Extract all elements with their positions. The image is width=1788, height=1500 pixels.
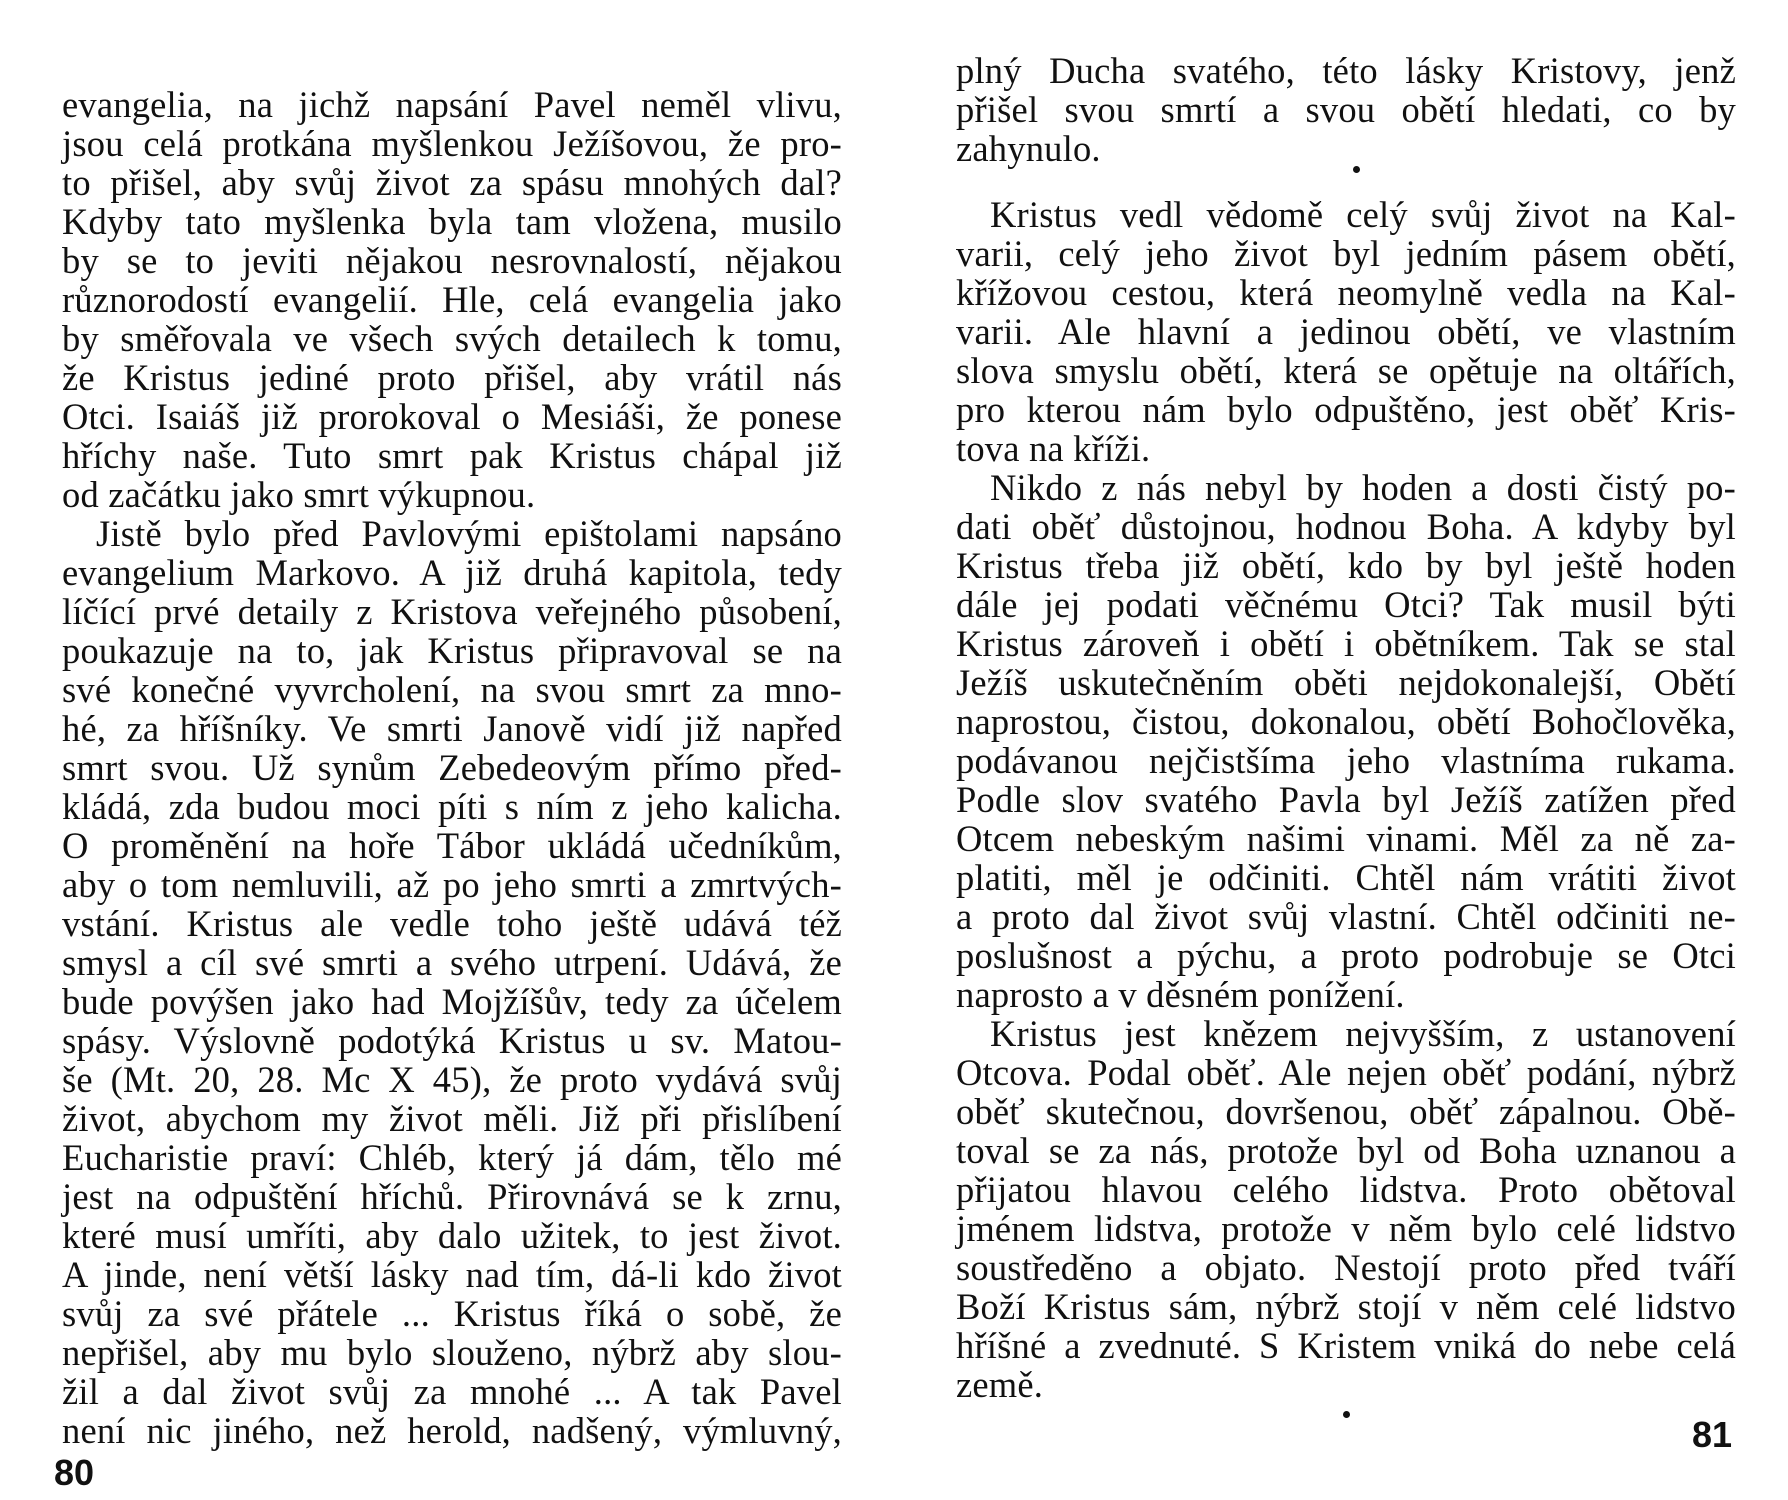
right-line-13: Kristus třeba již obětí, kdo by byl ještě hoden	[956, 545, 1736, 586]
right-line-8: slova smyslu obětí, která se opětuje na oltářích,	[956, 350, 1736, 391]
left-line-33: nepřišel, aby mu bylo slouženo, nýbrž aby slou-	[62, 1332, 842, 1373]
left-line-29: jest na odpuštění hříchů. Přirovnává se k zrnu,	[62, 1176, 842, 1217]
left-page-number: 80	[54, 1452, 95, 1493]
right-line-16: Ježíš uskutečněním oběti nejdokonalejší, Obětí	[956, 662, 1736, 703]
right-line-2: přišel svou smrtí a svou obětí hledati, co by	[956, 89, 1736, 130]
right-line-30: jménem lidstva, protože v něm bylo celé lidstvo	[956, 1208, 1736, 1249]
right-line-34: země.	[956, 1364, 1044, 1405]
right-line-18: podávanou nejčistšíma jeho vlastníma rukama.	[956, 740, 1736, 781]
left-line-16: své konečné vyvrcholení, na svou smrt za mno-	[62, 669, 842, 710]
right-line-4: Kristus vedl vědomě celý svůj život na Kal-	[990, 194, 1736, 235]
right-line-3: zahynulo.	[956, 128, 1101, 169]
left-line-34: žil a dal život svůj za mnohé ... A tak Pavel	[62, 1371, 842, 1412]
left-line-4: Kdyby tato myšlenka byla tam vložena, musilo	[62, 201, 842, 242]
left-line-11: od začátku jako smrt výkupnou.	[62, 474, 536, 515]
left-line-22: vstání. Kristus ale vedle toho ještě udává též	[62, 903, 842, 944]
left-line-28: Eucharistie praví: Chléb, který já dám, tělo mé	[62, 1137, 842, 1178]
right-line-23: poslušnost a pýchu, a proto podrobuje se Otci	[956, 935, 1736, 976]
right-line-32: Boží Kristus sám, nýbrž stojí v něm celé lidstvo	[956, 1286, 1736, 1327]
left-line-24: bude povýšen jako had Mojžíšův, tedy za účelem	[62, 981, 842, 1022]
left-line-6: různorodostí evangelií. Hle, celá evangelia jako	[62, 279, 842, 320]
right-line-15: Kristus zároveň i obětí i obětníkem. Tak se stal	[956, 623, 1736, 664]
left-line-14: líčící prvé detaily z Kristova veřejného působení,	[62, 591, 842, 632]
right-page-number: 81	[1691, 1414, 1732, 1455]
left-line-10: hříchy naše. Tuto smrt pak Kristus chápal již	[62, 435, 842, 476]
left-line-23: smysl a cíl své smrti a svého utrpení. Udává, že	[62, 942, 842, 983]
left-line-30: které musí umříti, aby dalo užitek, to jest život.	[62, 1215, 842, 1256]
right-line-12: dati oběť důstojnou, hodnou Boha. A kdyby byl	[956, 506, 1736, 547]
right-line-29: přijatou hlavou celého lidstva. Proto obětoval	[956, 1169, 1736, 1210]
left-line-18: smrt svou. Už synům Zebedeovým přímo před-	[62, 747, 842, 788]
left-line-5: by se to jeviti nějakou nesrovnalostí, nějakou	[62, 240, 842, 281]
left-line-19: kládá, zda budou moci píti s ním z jeho kalicha.	[62, 786, 842, 827]
left-line-26: še (Mt. 20, 28. Mc X 45), že proto vydává svůj	[62, 1059, 842, 1100]
right-line-10: tova na kříži.	[956, 428, 1151, 469]
right-line-11: Nikdo z nás nebyl by hoden a dosti čistý po-	[990, 467, 1736, 508]
right-line-22: a proto dal život svůj vlastní. Chtěl odčiniti ne-	[956, 896, 1736, 937]
right-line-21: platiti, měl je odčiniti. Chtěl nám vrátiti život	[956, 857, 1736, 898]
left-line-2: jsou celá protkána myšlenkou Ježíšovou, že pro-	[62, 123, 842, 164]
right-line-9: pro kterou nám bylo odpuštěno, jest oběť Kris-	[956, 389, 1736, 430]
end-ornament-dot	[1343, 1411, 1350, 1418]
right-line-28: toval se za nás, protože byl od Boha uznanou a	[956, 1130, 1736, 1171]
left-line-8: že Kristus jediné proto přišel, aby vrátil nás	[62, 357, 842, 398]
right-line-5: varii, celý jeho život byl jedním pásem obětí,	[956, 233, 1736, 274]
left-line-15: poukazuje na to, jak Kristus připravoval se na	[62, 630, 842, 671]
right-line-19: Podle slov svatého Pavla byl Ježíš zatížen před	[956, 779, 1736, 820]
right-line-1: plný Ducha svatého, této lásky Kristovy, jenž	[956, 50, 1736, 91]
right-line-24: naprosto a v děsném ponížení.	[956, 974, 1405, 1015]
right-line-26: Otcova. Podal oběť. Ale nejen oběť podání, nýbrž	[956, 1052, 1736, 1093]
right-line-6: křížovou cestou, která neomylně vedla na Kal-	[956, 272, 1736, 313]
left-line-17: hé, za hříšníky. Ve smrti Janově vidí již napřed	[62, 708, 842, 749]
left-line-3: to přišel, aby svůj život za spásu mnohých dal?	[62, 162, 842, 203]
right-line-20: Otcem nebeským našimi vinami. Měl za ně za-	[956, 818, 1736, 859]
left-line-21: aby o tom nemluvili, až po jeho smrti a zmrtvých-	[62, 864, 842, 905]
right-line-17: naprostou, čistou, dokonalou, obětí Bohočlověka,	[956, 701, 1736, 742]
left-line-9: Otci. Isaiáš již prorokoval o Mesiáši, že ponese	[62, 396, 842, 437]
right-line-7: varii. Ale hlavní a jedinou obětí, ve vlastním	[956, 311, 1736, 352]
section-break-dot	[1353, 166, 1360, 173]
left-line-25: spásy. Výslovně podotýká Kristus u sv. Matou-	[62, 1020, 842, 1061]
right-line-25: Kristus jest knězem nejvyšším, z ustanovení	[990, 1013, 1736, 1054]
right-line-14: dále jej podati věčnému Otci? Tak musil býti	[956, 584, 1736, 625]
left-line-20: O proměnění na hoře Tábor ukládá učedníkům,	[62, 825, 842, 866]
right-line-27: oběť skutečnou, dovršenou, oběť zápalnou. Obě-	[956, 1091, 1736, 1132]
left-line-13: evangelium Markovo. A již druhá kapitola, tedy	[62, 552, 842, 593]
left-line-35: není nic jiného, než herold, nadšený, výmluvný,	[62, 1410, 842, 1451]
left-line-31: A jinde, není větší lásky nad tím, dá-li kdo život	[62, 1254, 842, 1295]
left-line-27: život, abychom my život měli. Již při přislíbení	[62, 1098, 842, 1139]
left-line-7: by směřovala ve všech svých detailech k tomu,	[62, 318, 842, 359]
right-line-33: hříšné a zvednuté. S Kristem vniká do nebe celá	[956, 1325, 1736, 1366]
left-line-12: Jistě bylo před Pavlovými epištolami napsáno	[96, 513, 842, 554]
left-line-32: svůj za své přátele ... Kristus říká o sobě, že	[62, 1293, 842, 1334]
left-line-1: evangelia, na jichž napsání Pavel neměl vlivu,	[62, 84, 842, 125]
right-line-31: soustředěno a objato. Nestojí proto před tváří	[956, 1247, 1736, 1288]
